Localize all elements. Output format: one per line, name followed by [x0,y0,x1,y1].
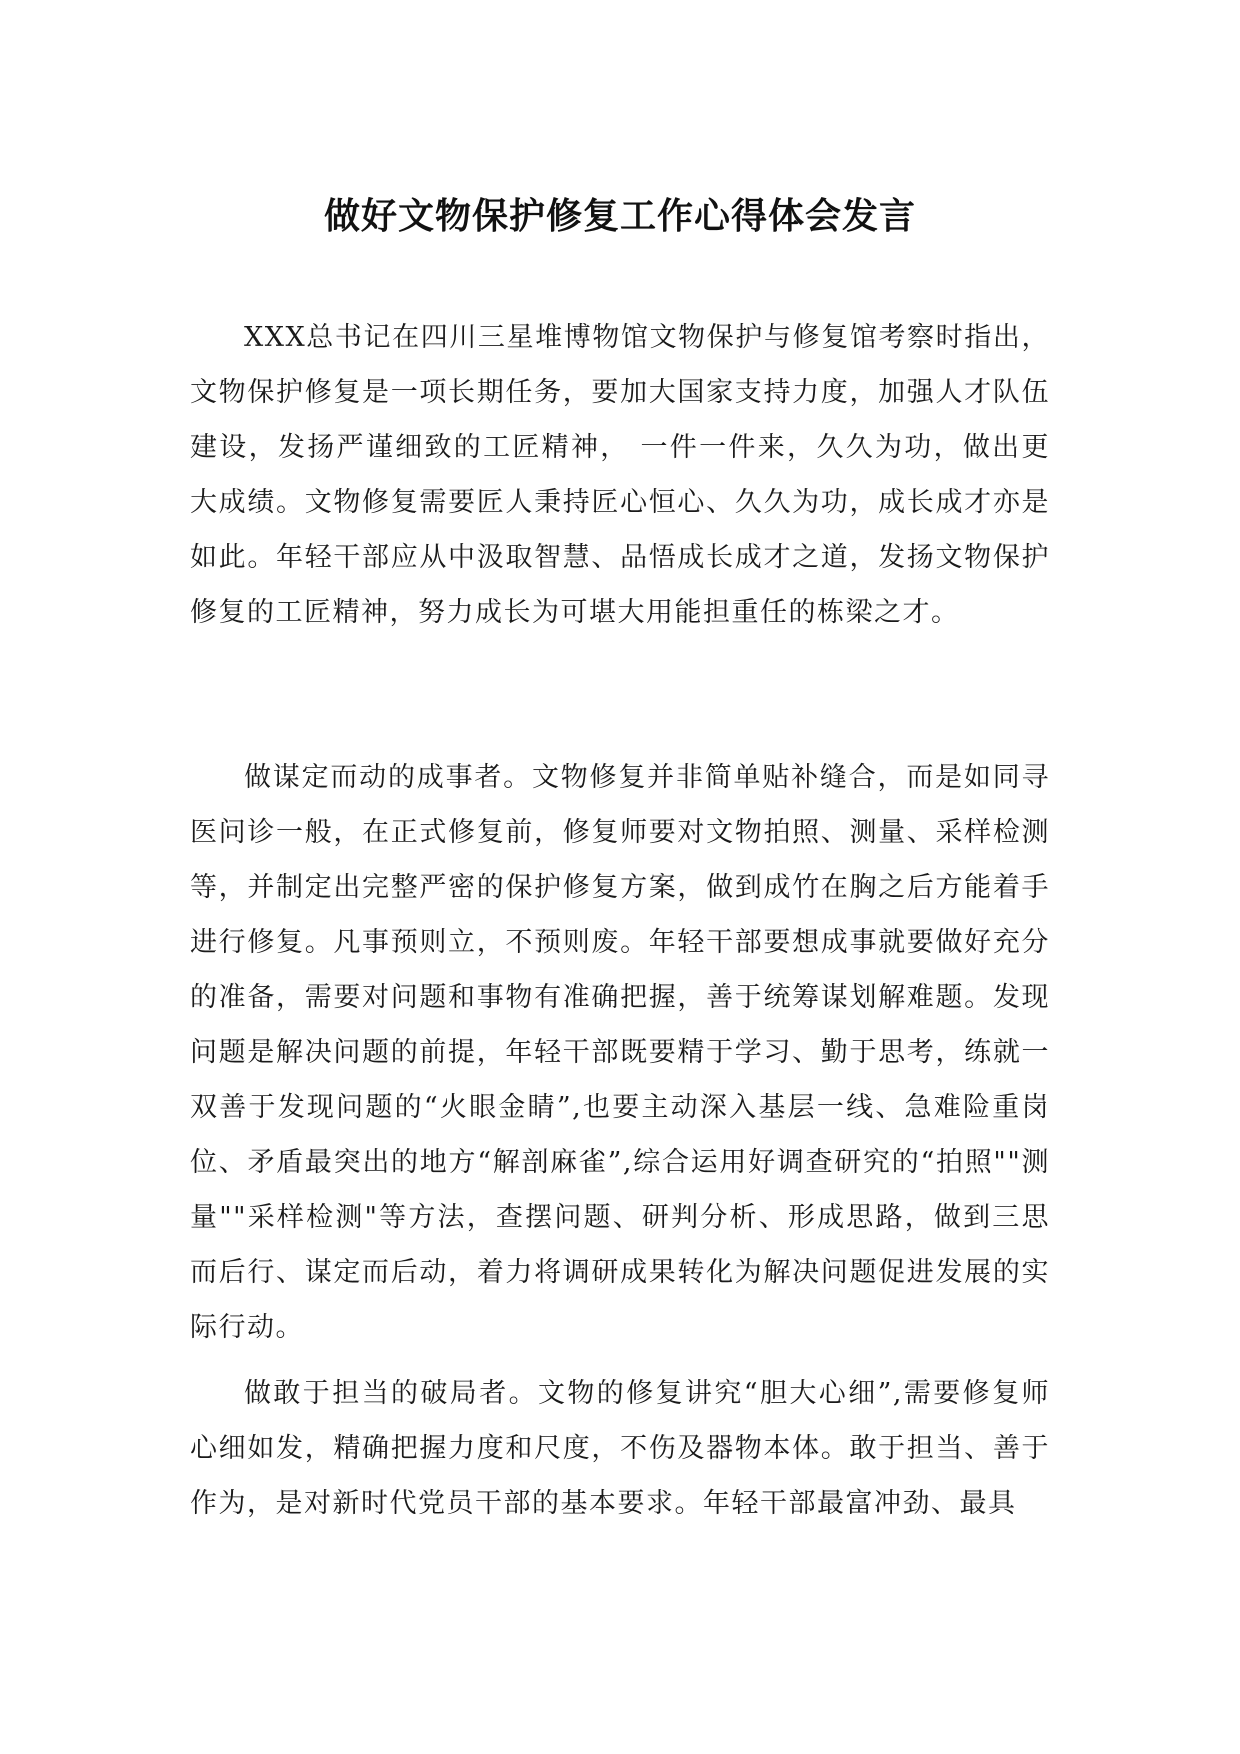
paragraph-planning: 做谋定而动的成事者。文物修复并非简单贴补缝合，而是如同寻医问诊一般，在正式修复前，修复师要对文物拍照、测量、采样检测等，并制定出完整严密的保护修复方案，做到成竹在胸之后方能着手进行修复。凡事预则立，不预则废。年轻干部要想成事就要做好充分的准备，需要对问题和事物有准确把握，善于统筹谋划解难题。发现问题是解决问题的前提，年轻干部既要精于学习、勤于思考，练就一双善于发现问题的“火眼金睛”,也要主动深入基层一线、急难险重岗位、矛盾最突出的地方“解剖麻雀”,综合运用好调查研究的“拍照""测量""采样检测"等方法，查摆问题、研判分析、形成思路，做到三思而后行、谋定而后动，着力将调研成果转化为解决问题促进发展的实际行动。 [190,762,1050,1343]
document-title: 做好文物保护修复工作心得体会发言 [323,196,916,237]
paragraph-responsibility: 做敢于担当的破局者。文物的修复讲究“胆大心细”,需要修复师心细如发，精确把握力度和尺度，不伤及器物本体。敢于担当、善于作为，是对新时代党员干部的基本要求。年轻干部最富冲劲、最具 [190,1378,1050,1519]
paragraph-intro: XXX总书记在四川三星堆博物馆文物保护与修复馆考察时指出，文物保护修复是一项长期任务，要加大国家支持力度，加强人才队伍建设，发扬严谨细致的工匠精神， 一件一件来，久久为功，做出更大成绩。文物修复需要匠人秉持匠心恒心、久久为功，成长成才亦是如此。年轻干部应从中汲取智慧、品悟成长成才之道，发扬文物保护修复的工匠精神，努力成长为可堪大用能担重任的栋梁之才。 [190,322,1050,628]
